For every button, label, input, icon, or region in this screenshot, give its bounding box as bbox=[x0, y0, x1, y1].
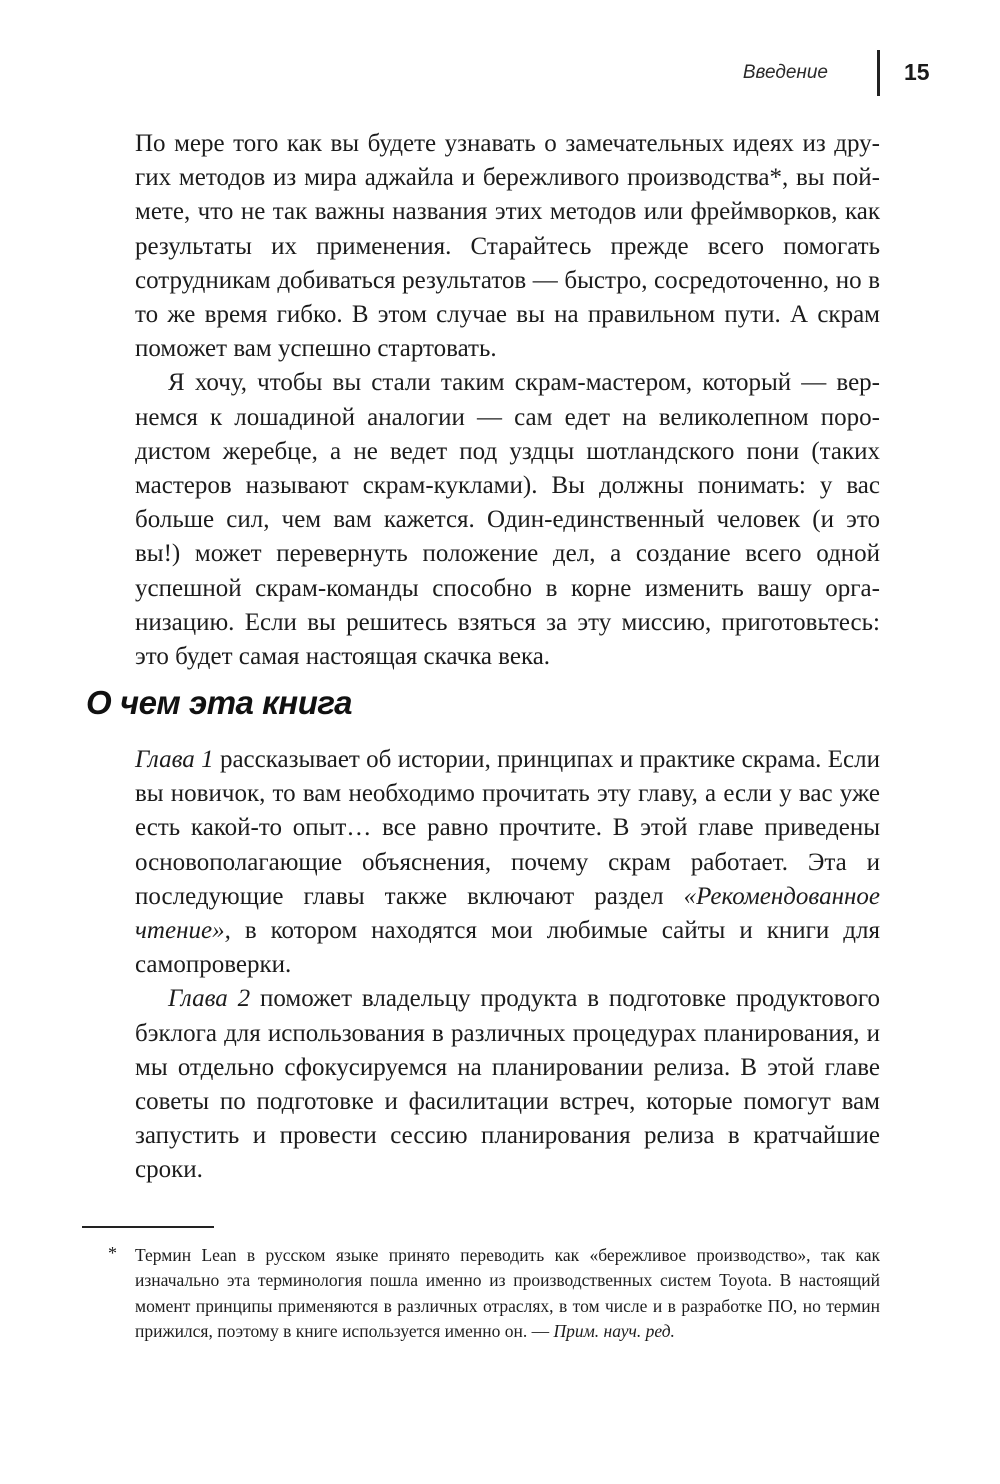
intro-paragraph-2: Я хочу, чтобы вы стали таким скрам-мастером, который — вернемся к лошадиной аналогии — сам едет на великолепном породистом жеребце, а не ведет под уздцы шотландского пони (таких мастеров называют скрам-куклами). Вы должны понимать: у вас больше сил, чем вам кажется. Один-единственный человек (и это вы!) может перевернуть положение дел, а создание всего одной успешной скрам-команды способно в корне изменить вашу организацию. Если вы решитесь взяться за эту миссию, приготовьтесь: это будет самая настоящая скачка века. bbox=[135, 369, 880, 671]
footnote-text: Термин Lean в русском языке принято переводить как «бережливое производство», так как изначально эта терминология пошла именно из производственных систем Toyota. В настоящий момент принципы применяются в различных отраслях, в том числе и в разработке ПО, но термин прижился, поэтому в книге используется именно он. — bbox=[135, 1245, 880, 1342]
p1-text-a: рассказывает об истории, принципах и практике скрама. Если вы новичок, то вам необходимо прочитать эту главу, а если у вас уже есть какой-то опыт… все равно прочтите. В этой главе приведены основополагающие объяснения, почему скрам работает. Эта и последующие главы также включают раздел bbox=[135, 746, 880, 910]
section-heading: О чем эта книга bbox=[86, 684, 352, 721]
section-text bbox=[135, 743, 880, 1188]
chapter-2-ref: Глава 2 bbox=[168, 985, 251, 1013]
page-header bbox=[0, 50, 1000, 98]
intro-paragraph-1: По мере того как вы будете узнавать о замечательных идеях из других методов из мира аджайла и бережливого производства*, вы поймете, что не так важны названия этих методов или фреймворков, как результаты их применения. Старайтесь прежде всего помогать сотрудникам добиваться результатов — быстро, сосредоточенно, но в то же время гибко. В этом случае вы на правильном пути. А скрам поможет вам успешно стартовать. bbox=[135, 130, 880, 363]
p1-text-b: в котором находятся мои любимые сайты и книги для самопроверки. bbox=[135, 917, 880, 979]
header-divider bbox=[877, 50, 880, 96]
section-paragraph-2 bbox=[135, 982, 880, 1187]
footnote-mark: * bbox=[108, 1243, 117, 1263]
p2-text: поможет владельцу продукта в подготовке продуктового бэклога для использования в различных процедурах планирования, и мы отдельно сфокусируемся на планировании релиза. В этой главе советы по подготовке и фасилитации встреч, которые помогут вам запустить и провести сессию планирования релиза в кратчайшие сроки. bbox=[135, 985, 881, 1184]
recommended-reading-ref: «Рекомендованное чтение», bbox=[135, 882, 880, 945]
footnote-attribution: Прим. науч. ред. bbox=[553, 1321, 675, 1342]
footnote-divider bbox=[82, 1226, 214, 1228]
running-title: Введение bbox=[742, 62, 828, 83]
footnote bbox=[135, 1243, 880, 1345]
section-paragraph-1 bbox=[135, 743, 880, 982]
page-number: 15 bbox=[904, 59, 930, 85]
intro-text bbox=[135, 127, 880, 674]
chapter-1-ref: Глава 1 bbox=[135, 746, 214, 773]
